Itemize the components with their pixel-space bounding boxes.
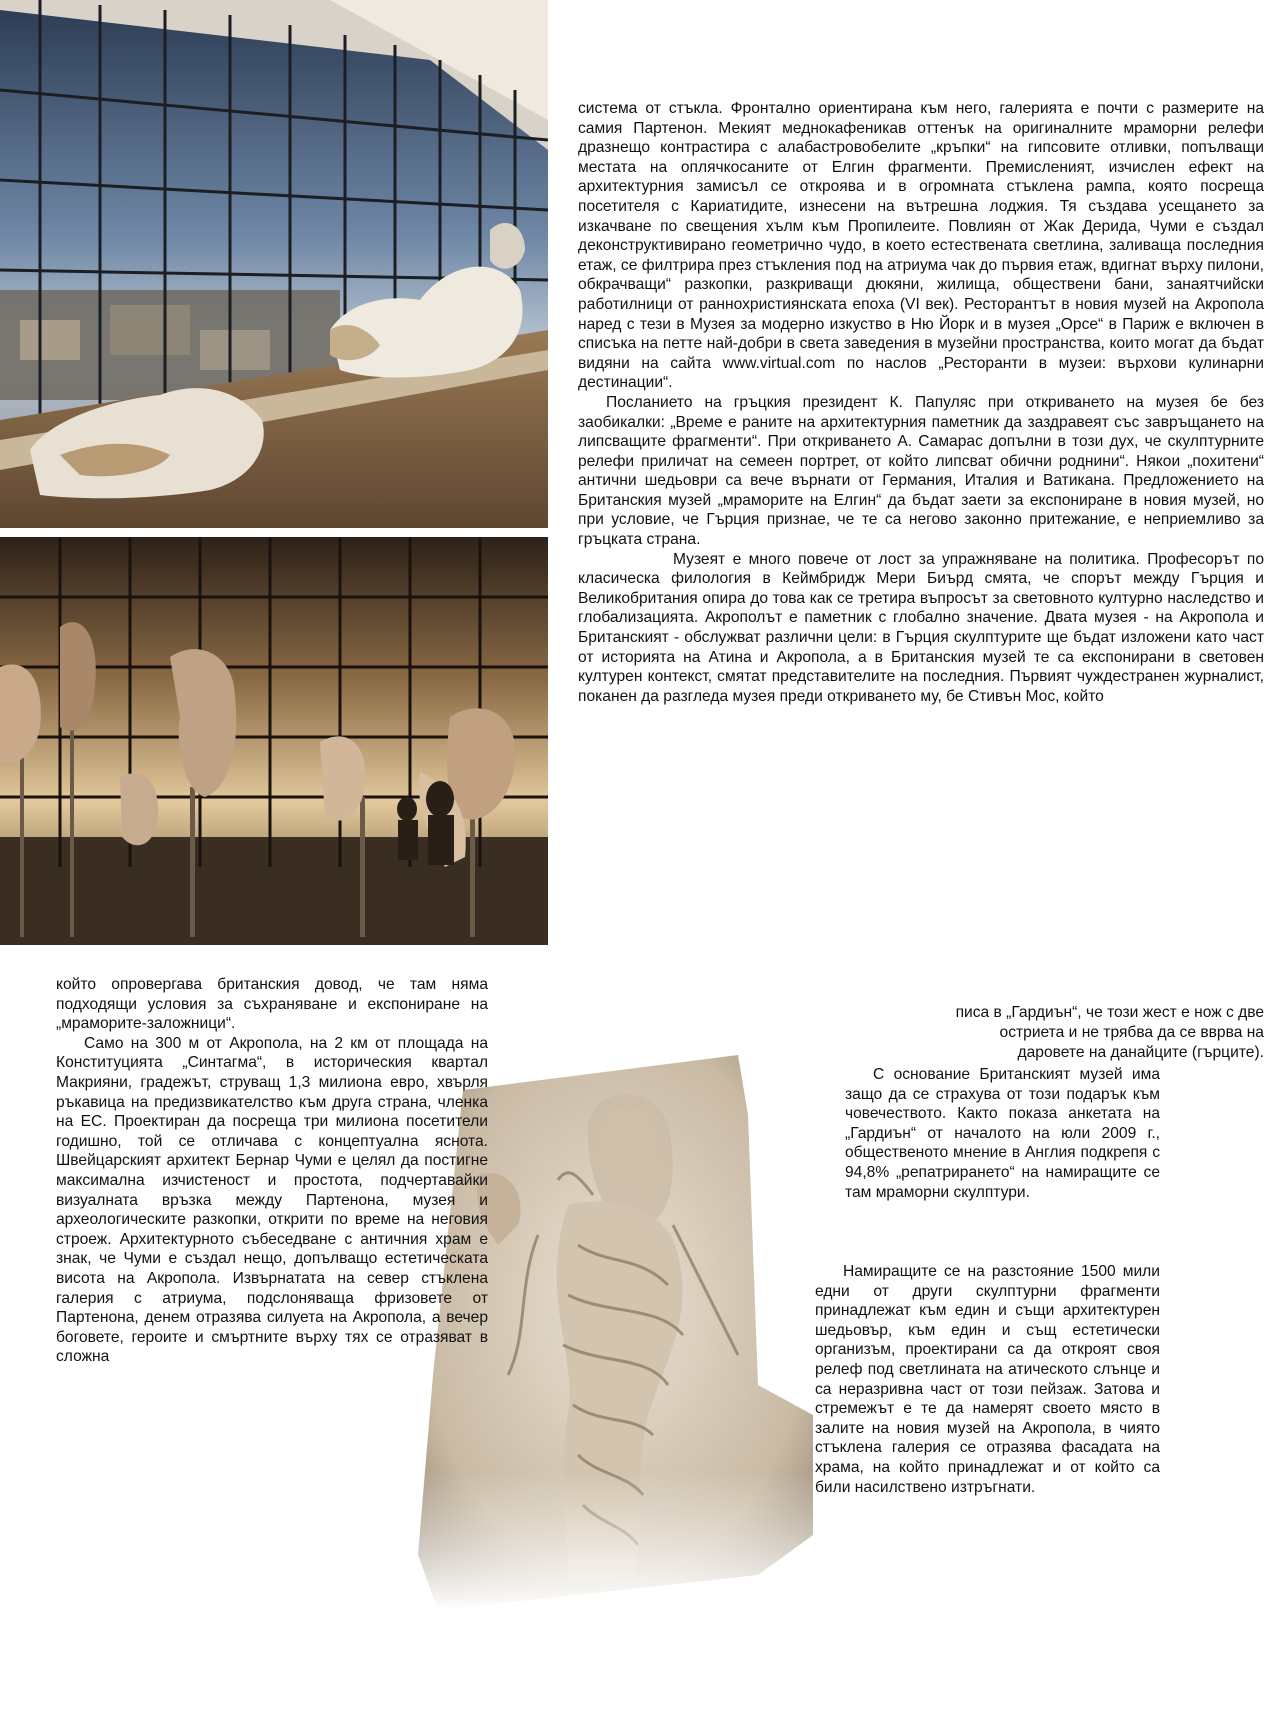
gallery-interior-image	[0, 0, 548, 528]
article-right-bottom-paragraph-1	[845, 1065, 1160, 1202]
article-paragraph: Намиращите се на разстояние 1500 мили едни от други скулптурни фрагменти принадлежат към един и същи архитектурен шедьовър, към един и същ естетически организъм, проектирани са да откроят своя релеф под светлината на атическото слънце и са неразривна част от този пейзаж. Затова и стремежът е те да намерят своето място в залите на новия музей на Акропола, в чиято стъклена галерия се отразява фасадата на храма, на който принадлежат и от който са били насилствено изтръгнати.	[815, 1263, 1160, 1496]
article-right-bottom-paragraph-2	[815, 1262, 1160, 1497]
article-line: даровете на данайците (гърците).	[1017, 1044, 1264, 1061]
gallery-interior-photo	[0, 0, 548, 528]
gallery-sculptures-photo	[0, 537, 548, 945]
article-right-column	[578, 99, 1264, 706]
gallery-sculptures-image	[0, 537, 548, 945]
article-paragraph: система от стъкла. Фронтално ориентирана към него, галерията е почти с размерите на самия Партенон. Мекият меднокафеникав оттенък на оригиналните мраморни релефи дразнещо контрастира с алабастровобелите „кръпки“ на гипсовите отливки, попълващи местата на оплячкосаните от Елгин фрагменти. Премисленият, изчислен ефект на архитектурния замисъл се откроява и в огромната стъклена рампа, която посреща посетителя с Кариатидите, изнесени на вътрешна лоджия. Тя създава усещането за изкачване по свещения хълм към Пропилеите. Повлиян от Жак Дерида, Чуми е създал деконструктивирано геометрично чудо, в което естествената светлина, заливаща последния етаж, се филтрира през стъкления под на атриума чак до първия етаж, вдигнат върху пилони, обкрачващи“ разкопки, разкриващи дюкяни, жилища, обществени бани, занаятчийски работилници от раннохристиянската епоха (VI век). Ресторантът в новия музей на Акропола наред с тези в Музея за модерно изкуство в Ню Йорк и в музея „Орсе“ в Париж е включен в списъка на петте най-добри в света заведения в музейни пространства, които могат да бъдат видяни на сайта www.virtual.com по наслов „Ресторанти в музеи: върхови кулинарни дестинации“.	[578, 100, 1264, 392]
article-paragraph: който опровергава британския довод, че там няма подходящи условия за съхраняване и експониране на „мраморите-заложници“.	[56, 976, 488, 1033]
article-paragraph: Само на 300 м от Акропола, на 2 км от площада на Конституцията „Синтагма“, в историческия квартал Макрияни, градежът, струващ 1,3 милиона евро, хвърля ръкавица на предизвикателство към друга страна, членка на ЕС. Проектиран да посреща три милиона посетители годишно, той се отличава с концептуална яснота. Швейцарският архитект Бернар Чуми е целял да постигне максимална изчистеност и простота, подчертавайки визуалната връзка между Партенона, музея и археологическите разкопки, открити по време на неговия строеж. Архитектурното събеседване с античния храм е знак, че Чуми е създал нещо, допълващо естетическата висота на Акропола. Извърнатата на север стъклена галерия с атриума, подслоняваща фризовете от Партенона, денем отразява силуета на Акропола, а вечер боговете, героите и смъртните върху тях се отразяват в сложна	[56, 1034, 488, 1366]
article-line: писа в „Гардиън“, че този жест е нож с две	[955, 1004, 1264, 1021]
article-line: остриета и не трябва да се вврва на	[999, 1024, 1264, 1041]
article-left-column	[56, 975, 488, 1367]
article-paragraph: С основание Британският музей има защо да се страхува от този подарък към човечеството. Както показа анкетата на „Гардиън“ от началото на юли 2009 г., общественото мнение в Англия подкрепя с 94,8% „репатрирането“ на намиращите се там мраморни скулптури.	[845, 1066, 1160, 1201]
article-paragraph: Музеят е много повече от лост за упражняване на политика. Професорът по класическа филология в Кеймбридж Мери Биърд смята, че спорът между Гърция и Великобритания опира до това как се третира въпросът за световното културно наследство и глобализацията. Акрополът е паметник с глобално значение. Двата музея - на Акропола и Британският - обслужват различни цели: в Гърция скулптурите ще бъдат изложени като част от историята на Атина и Акропола, а в Британския музей те са експонирани в световен културен контекст, смятат представителите на последния. Първият чуждестранен журналист, поканен да разгледа музея преди откриването му, бе Стивън Мос, който	[578, 550, 1264, 705]
article-paragraph: Посланието на гръцкия президент К. Папуляс при откриването на музея бе без заобикалки: „Време е раните на архитектурния паметник да заздравеят със завръщането на липсващите фрагменти“. При откриването А. Самарас допълни в този дух, че скулптурните релефи приличат на семеен портрет, от който липсват обични роднини“. Някои „похитени“ антични шедьоври са вече върнати от Германия, Италия и Ватикана. Предложението на Британския музей „мраморите на Елгин“ да бъдат заети за експониране в новия музей, но при условие, че Гърция признае, че те са негово законно притежание, е неприемливо за гръцката страна.	[578, 393, 1264, 549]
